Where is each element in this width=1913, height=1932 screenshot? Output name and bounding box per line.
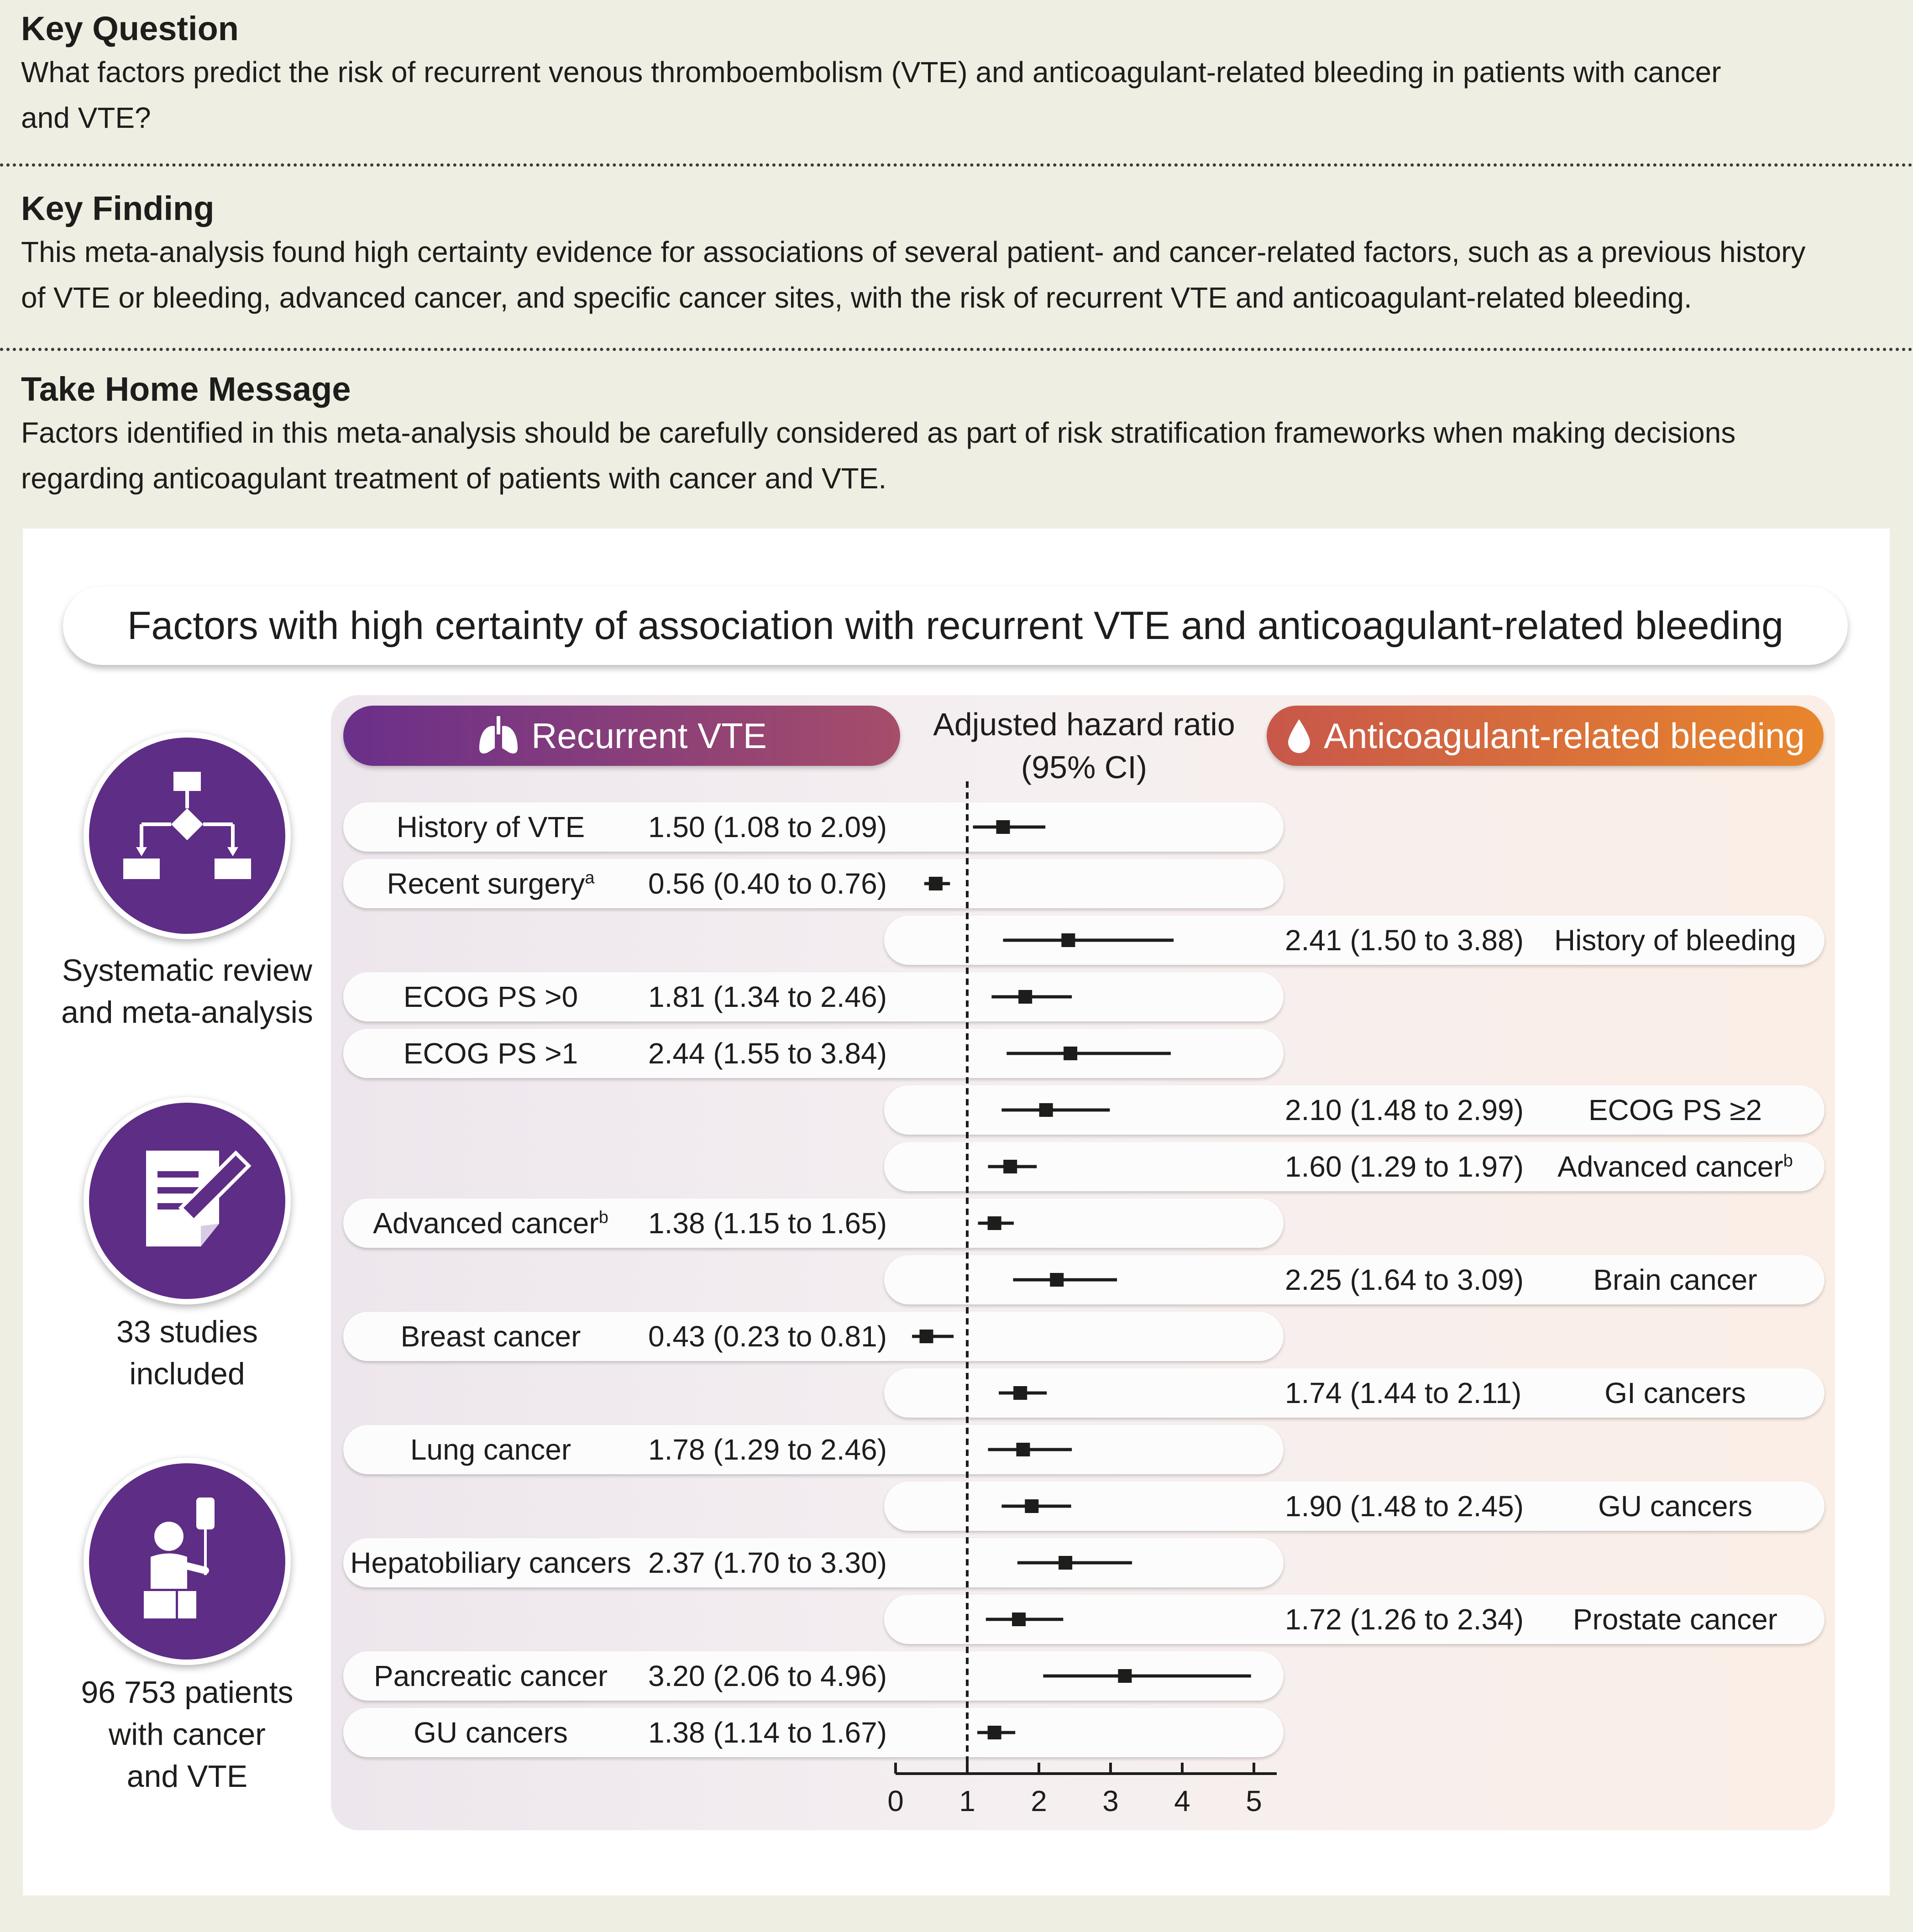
point-estimate-marker xyxy=(1118,1669,1132,1683)
recurrent-vte-label: Recurrent VTE xyxy=(531,715,767,756)
point-estimate-marker xyxy=(929,877,943,890)
point-estimate-marker xyxy=(996,820,1010,834)
hazard-ratio-line-2: (95% CI) xyxy=(1021,749,1148,785)
hazard-ratio-value: 1.38 (1.15 to 1.65) xyxy=(648,1207,887,1240)
hazard-ratio-value: 1.38 (1.14 to 1.67) xyxy=(648,1716,887,1749)
hazard-ratio-line-1: Adjusted hazard ratio xyxy=(933,707,1235,742)
factor-label: Recent surgery$^a$ xyxy=(387,867,595,900)
factor-label: GU cancers xyxy=(414,1716,568,1749)
footnote-marker: b xyxy=(598,1208,608,1227)
x-tick-label: 2 xyxy=(1031,1785,1047,1817)
hazard-ratio-value: 1.60 (1.29 to 1.97) xyxy=(1285,1150,1524,1183)
patients-line-3: and VTE xyxy=(126,1759,248,1794)
point-estimate-marker xyxy=(1050,1273,1064,1287)
hazard-ratio-value: 3.20 (2.06 to 4.96) xyxy=(648,1660,887,1692)
factor-label: History of VTE xyxy=(396,811,585,843)
point-estimate-marker xyxy=(988,1726,1001,1739)
key-finding-title: Key Finding xyxy=(21,189,215,227)
key-question-title: Key Question xyxy=(21,10,239,47)
point-estimate-marker xyxy=(1013,1386,1027,1400)
hazard-ratio-value: 1.81 (1.34 to 2.46) xyxy=(648,980,887,1013)
hazard-ratio-value: 1.74 (1.44 to 2.11) xyxy=(1285,1377,1522,1409)
factor-label: Advanced cancer$^b$ xyxy=(373,1207,608,1240)
key-finding-line-1: This meta-analysis found high certainty evidence for associations of several patient- and cancer-related factors, such as a previous history xyxy=(21,236,1806,268)
point-estimate-marker xyxy=(1064,1047,1077,1060)
factor-label: GU cancers xyxy=(1598,1490,1752,1523)
hazard-ratio-value: 2.44 (1.55 to 3.84) xyxy=(648,1037,887,1070)
factor-label: Hepatobiliary cancers xyxy=(350,1546,631,1579)
hazard-ratio-value: 2.10 (1.48 to 2.99) xyxy=(1285,1094,1524,1126)
point-estimate-marker xyxy=(988,1216,1001,1230)
factor-label: GI cancers xyxy=(1604,1377,1746,1409)
bleeding-label: Anticoagulant-related bleeding xyxy=(1324,715,1805,756)
x-tick-label: 3 xyxy=(1102,1785,1119,1817)
x-tick-label: 0 xyxy=(887,1785,904,1817)
hazard-ratio-value: 2.25 (1.64 to 3.09) xyxy=(1285,1263,1524,1296)
key-question-line-1: What factors predict the risk of recurrent venous thromboembolism (VTE) and anticoagulant-related bleeding in patients with cancer xyxy=(21,56,1721,89)
point-estimate-marker xyxy=(1059,1556,1072,1570)
banner-title: Factors with high certainty of association with recurrent VTE and anticoagulant-related bleeding xyxy=(63,586,1848,665)
hazard-ratio-value: 0.43 (0.23 to 0.81) xyxy=(648,1320,887,1353)
hazard-ratio-value: 2.37 (1.70 to 3.30) xyxy=(648,1546,887,1579)
hazard-ratio-value: 2.41 (1.50 to 3.88) xyxy=(1285,924,1524,957)
factor-label: Breast cancer xyxy=(400,1320,581,1353)
point-estimate-marker xyxy=(1016,1443,1030,1456)
hazard-ratio-value: 1.72 (1.26 to 2.34) xyxy=(1285,1603,1524,1636)
key-question-line-2: and VTE? xyxy=(21,101,151,134)
factor-label: ECOG PS ≥2 xyxy=(1588,1094,1762,1126)
point-estimate-marker xyxy=(1012,1613,1026,1626)
hazard-ratio-value: 1.78 (1.29 to 2.46) xyxy=(648,1433,887,1466)
studies-line-1: 33 studies xyxy=(116,1314,258,1349)
factor-label: History of bleeding xyxy=(1554,924,1797,957)
factor-label: Advanced cancer$^b$ xyxy=(1557,1150,1793,1183)
point-estimate-marker xyxy=(920,1330,933,1343)
hazard-ratio-value: 1.90 (1.48 to 2.45) xyxy=(1285,1490,1524,1523)
method-line-2: and meta-analysis xyxy=(61,995,313,1030)
factor-label: Prostate cancer xyxy=(1572,1603,1778,1636)
point-estimate-marker xyxy=(1061,933,1075,947)
point-estimate-marker xyxy=(1003,1160,1017,1173)
x-tick-label: 5 xyxy=(1246,1785,1262,1817)
x-tick-label: 1 xyxy=(959,1785,975,1817)
patients-line-1: 96 753 patients xyxy=(81,1675,294,1710)
studies-line-2: included xyxy=(129,1356,245,1391)
point-estimate-marker xyxy=(1039,1103,1053,1117)
factor-label: Brain cancer xyxy=(1593,1263,1757,1296)
method-line-1: Systematic review xyxy=(62,953,312,988)
factor-label: ECOG PS >1 xyxy=(403,1037,578,1070)
hazard-ratio-value: 0.56 (0.40 to 0.76) xyxy=(648,867,887,900)
point-estimate-marker xyxy=(1025,1499,1038,1513)
take-home-title: Take Home Message xyxy=(21,370,351,408)
take-home-line-1: Factors identified in this meta-analysis should be carefully considered as part of risk stratification frameworks when making decisions xyxy=(21,416,1736,449)
footnote-marker: b xyxy=(1783,1151,1793,1171)
factor-label: ECOG PS >0 xyxy=(403,980,578,1013)
point-estimate-marker xyxy=(1018,990,1032,1004)
factor-label: Lung cancer xyxy=(410,1433,571,1466)
x-tick-label: 4 xyxy=(1174,1785,1190,1817)
key-finding-line-2: of VTE or bleeding, advanced cancer, and specific cancer sites, with the risk of recurrent VTE and anticoagulant-related bleeding. xyxy=(21,281,1692,314)
patients-line-2: with cancer xyxy=(109,1717,266,1752)
take-home-line-2: regarding anticoagulant treatment of patients with cancer and VTE. xyxy=(21,462,887,495)
factor-label: Pancreatic cancer xyxy=(373,1660,608,1692)
hazard-ratio-value: 1.50 (1.08 to 2.09) xyxy=(648,811,887,843)
footnote-marker: a xyxy=(585,868,595,888)
